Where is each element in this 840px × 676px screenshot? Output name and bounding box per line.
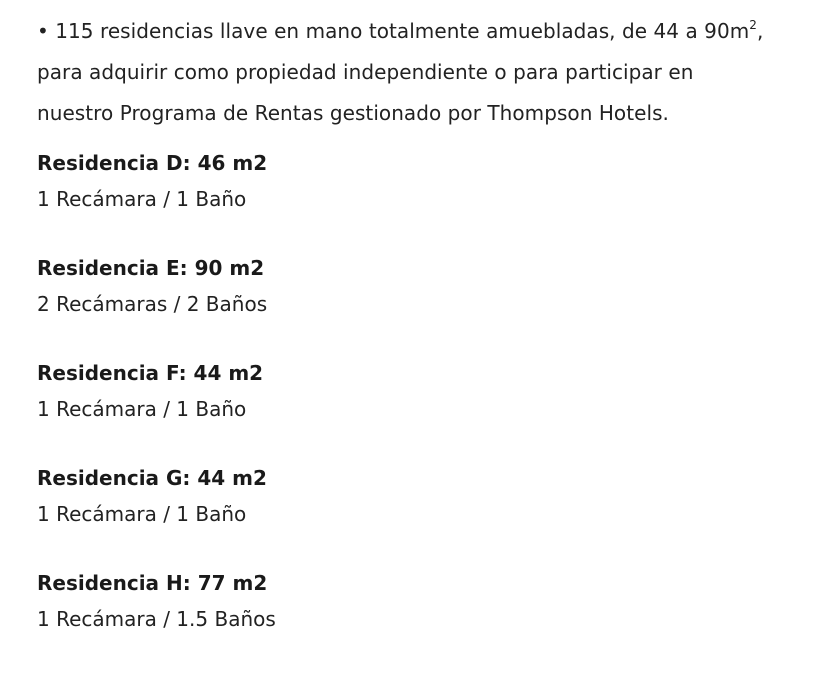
residence-rooms: 1 Recámara / 1 Baño <box>37 502 247 526</box>
intro-line-1-end: , <box>756 19 764 43</box>
residence-title: Residencia H: 77 m2 <box>37 571 268 595</box>
residence-rooms: 1 Recámara / 1 Baño <box>37 187 247 211</box>
residence-title: Residencia E: 90 m2 <box>37 256 265 280</box>
residence-item <box>37 256 827 361</box>
residence-title: Residencia G: 44 m2 <box>37 466 267 490</box>
intro-line-1-text: • 115 residencias llave en mano totalmente amuebladas, de 44 a 90m <box>37 19 750 43</box>
intro-line-3: nuestro Programa de Rentas gestionado por Thompson Hotels. <box>37 101 669 125</box>
residence-rooms: 1 Recámara / 1.5 Baños <box>37 607 276 631</box>
residence-item <box>37 361 827 466</box>
intro-line-1 <box>37 19 763 43</box>
residence-item <box>37 571 827 676</box>
residence-list <box>37 151 827 676</box>
intro-paragraph <box>37 0 827 134</box>
intro-line-2: para adquirir como propiedad independiente o para participar en <box>37 60 694 84</box>
residence-item <box>37 151 827 256</box>
residence-rooms: 2 Recámaras / 2 Baños <box>37 292 268 316</box>
article-content <box>37 0 827 676</box>
residence-rooms: 1 Recámara / 1 Baño <box>37 397 247 421</box>
residence-title: Residencia F: 44 m2 <box>37 361 264 385</box>
residence-title: Residencia D: 46 m2 <box>37 151 268 175</box>
residence-item <box>37 466 827 571</box>
superscript-2: 2 <box>749 18 757 33</box>
